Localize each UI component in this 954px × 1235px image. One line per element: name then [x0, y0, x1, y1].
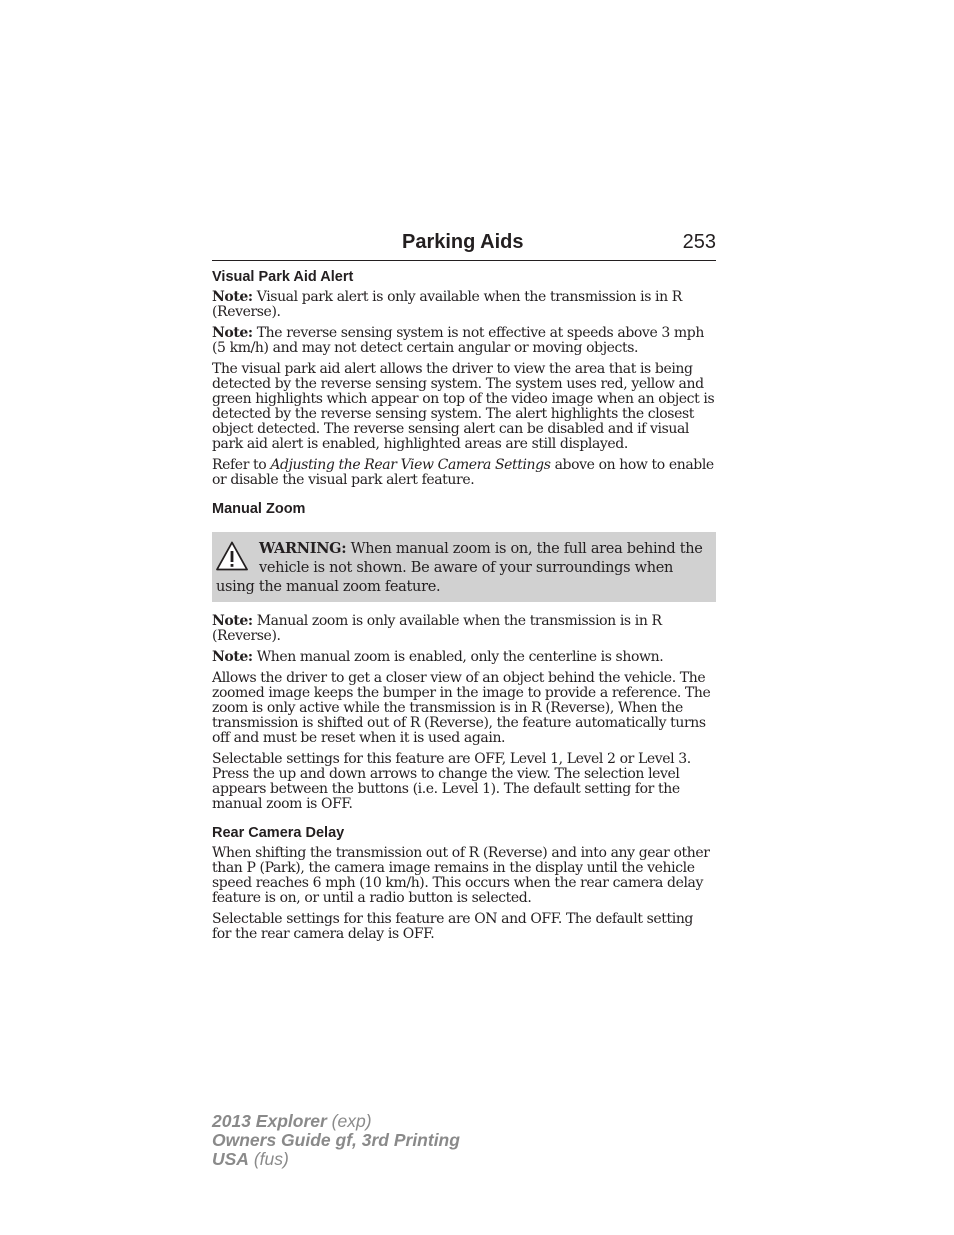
note-text: The reverse sensing system is not effective at speeds above 3 mph (5 km/h) and may not detect certain angular or moving objects. [212, 325, 704, 356]
page-content [212, 268, 716, 948]
footer-line-region [212, 1150, 460, 1169]
footer-region-code: (fus) [248, 1149, 289, 1169]
body-paragraph: The visual park aid alert allows the driver to view the area that is being detected by the reverse sensing system. The system uses red, yellow and green highlights which appear on top of the video image when an object is detected by the reverse sensing system. The alert highlights the closest object detected. The reverse sensing alert can be disabled and if visual park aid alert is enabled, highlighted areas are still displayed. [212, 361, 715, 452]
footer-line-guide [212, 1131, 460, 1150]
footer-line-model [212, 1112, 460, 1131]
warning-box [212, 532, 716, 602]
warning-text [216, 539, 708, 597]
note-paragraph [212, 326, 716, 356]
note-label: Note: [212, 613, 253, 629]
note-text: When manual zoom is enabled, only the centerline is shown. [252, 649, 664, 665]
page-title: Parking Aids [402, 231, 524, 253]
body-paragraph: Selectable settings for this feature are ON and OFF. The default setting for the rear camera delay is OFF. [212, 911, 693, 942]
refer-suffix: above on how to enable or disable the visual park alert feature. [212, 457, 714, 488]
note-paragraph [212, 290, 716, 320]
heading-rear-camera-delay: Rear Camera Delay [212, 825, 345, 841]
footer-model-code: (exp) [326, 1111, 372, 1131]
note-paragraph [212, 650, 716, 665]
note-paragraph [212, 614, 716, 644]
refer-prefix: Refer to [212, 457, 271, 473]
footer-model: 2013 Explorer [212, 1111, 327, 1131]
note-label: Note: [212, 325, 253, 341]
warning-message: When manual zoom is on, the full area behind the vehicle is not shown. Be aware of your surroundings when using the manual zoom feature. [216, 541, 703, 595]
warning-label: WARNING: [259, 540, 347, 557]
heading-manual-zoom: Manual Zoom [212, 501, 306, 517]
body-paragraph: Selectable settings for this feature are OFF, Level 1, Level 2 or Level 3. Press the up and down arrows to change the view. The selection level appears between the buttons (i.e. Level 1). The default setting for the manual zoom is OFF. [212, 751, 691, 812]
body-paragraph: When shifting the transmission out of R (Reverse) and into any gear other than P (Park), the camera image remains in the display until the vehicle speed reaches 6 mph (10 km/h). This occurs when the rear camera delay feature is on, or until a radio button is selected. [212, 845, 710, 906]
footer-guide: Owners Guide gf, 3rd Printing [212, 1130, 460, 1150]
refer-paragraph [212, 458, 716, 488]
warning-triangle-icon [216, 541, 248, 571]
page-header [212, 228, 716, 261]
page-footer [212, 1112, 460, 1169]
page-number: 253 [682, 231, 716, 253]
note-text: Manual zoom is only available when the transmission is in R (Reverse). [212, 613, 662, 644]
note-text: Visual park alert is only available when the transmission is in R (Reverse). [212, 289, 682, 320]
heading-visual-park-aid-alert: Visual Park Aid Alert [212, 269, 354, 285]
note-label: Note: [212, 289, 253, 305]
footer-region: USA [212, 1149, 249, 1169]
refer-link-text: Adjusting the Rear View Camera Settings [270, 457, 551, 473]
note-label: Note: [212, 649, 253, 665]
body-paragraph: Allows the driver to get a closer view of an object behind the vehicle. The zoomed image keeps the bumper in the image to provide a reference. The zoom is only active while the transmission is in R (Reverse), When the transmission is shifted out of R (Reverse), the feature automatically turns off and must be reset when it is used again. [212, 670, 711, 746]
